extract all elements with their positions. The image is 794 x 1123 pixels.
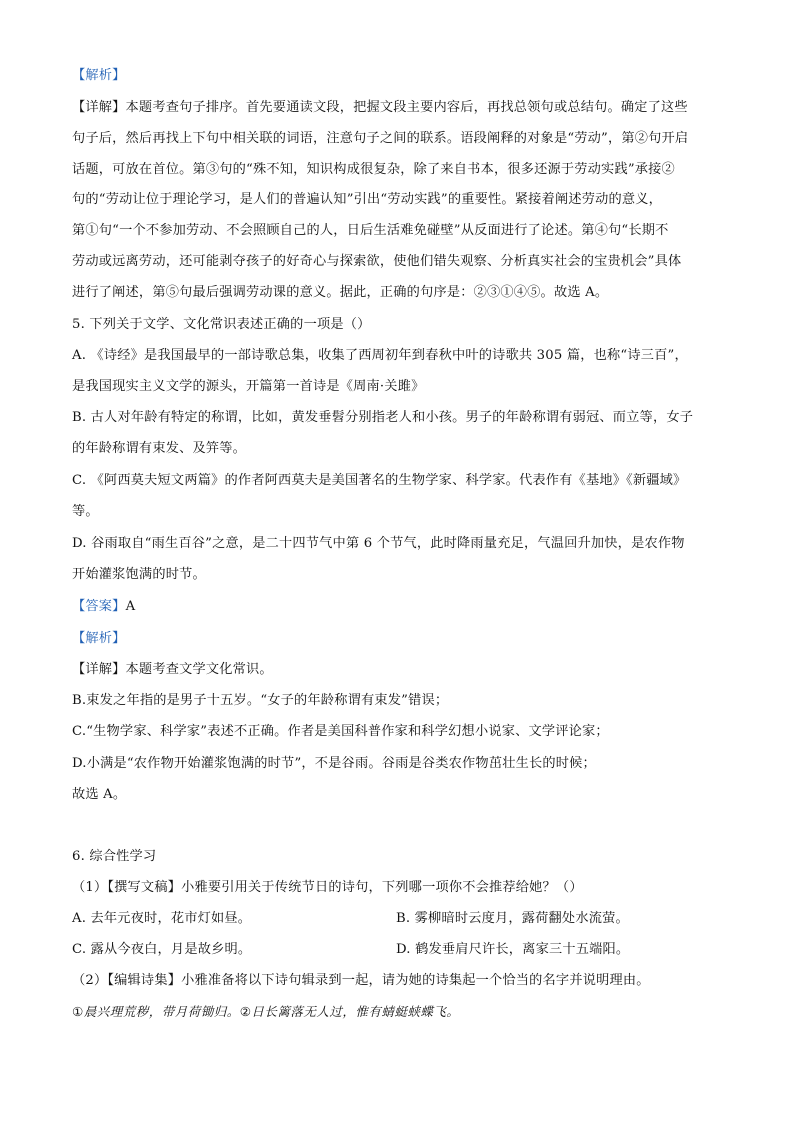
q5-answer — [72, 597, 727, 617]
q6-option-b: B. 雾柳暗时云度月，露荷翻处水流萤。 — [396, 911, 629, 926]
q5-option-line: D. 谷雨取自“雨生百谷”之意，是二十四节气中第 6 个节气，此时降雨量充足，气温回升加快，是农作物 — [72, 536, 685, 551]
q5-detail-line: 故选 A。 — [72, 787, 127, 802]
q5-detail-line: C.“生物学家、科学家”表述不正确。作者是美国科普作家和科学幻想小说家、文学评论家； — [72, 724, 609, 739]
q5-option-line: 的年龄称谓有束发、及笄等。 — [72, 441, 247, 456]
q4-detail-line: 【详解】本题考查句子排序。首先要通读文段，把握文段主要内容后，再找总领句或总结句。确定了这些 — [72, 100, 688, 115]
q6-title: 6. 综合性学习 — [72, 849, 157, 864]
q6-option-a: A. 去年元夜时，花市灯如昼。 — [72, 911, 252, 926]
q5-detail-line: D.小满是“农作物开始灌浆饱满的时节”，不是谷雨。谷雨是谷类农作物茁壮生长的时候； — [72, 756, 596, 771]
q5-option-line: 开始灌浆饱满的时节。 — [72, 567, 206, 582]
q5-detail-line: B.束发之年指的是男子十五岁。“女子的年龄称谓有束发”错误； — [72, 693, 449, 708]
q4-detail-line: 句的“劳动让位于理论学习，是人们的普遍认知”引出“劳动实践”的重要性。紧接着阐述劳动的意义， — [72, 192, 663, 207]
q6-option-d: D. 鹤发垂肩尺许长，离家三十五端阳。 — [396, 942, 630, 957]
q6-sub1: （1）【撰写文稿】小雅要引用关于传统节日的诗句，下列哪一项你不会推荐给她？（） — [72, 880, 583, 895]
q5-answer-tag: 【答案】 — [72, 599, 126, 614]
q5-option-line: 等。 — [72, 504, 99, 519]
q6-sub2: （2）【编辑诗集】小雅准备将以下诗句辑录到一起，请为她的诗集起一个恰当的名字并说明理由。 — [72, 973, 650, 988]
q6-option-c: C. 露从今夜白，月是故乡明。 — [72, 942, 252, 957]
q5-analysis-tag: 【解析】 — [72, 631, 126, 646]
q5-option-line: A. 《诗经》是我国最早的一部诗歌总集，收集了西周初年到春秋中叶的诗歌共 305 篇，也称“诗三百”， — [72, 348, 688, 363]
q5-stem: 5. 下列关于文学、文化常识表述正确的一项是（） — [72, 317, 371, 332]
q4-analysis-tag: 【解析】 — [72, 68, 126, 83]
q5-option-line: B. 古人对年龄有特定的称谓，比如，黄发垂髫分别指老人和小孩。男子的年龄称谓有弱冠、而立等，女子 — [72, 410, 694, 425]
q5-option-line: 是我国现实主义文学的源头，开篇第一首诗是《周南·关雎》 — [72, 379, 425, 394]
q4-detail-line: 第①句“一个不参加劳动、不会照顾自己的人，日后生活难免碰壁”从反面进行了论述。第④句“长期不 — [72, 223, 669, 238]
q4-detail-line: 劳动或远离劳动，还可能剥夺孩子的好奇心与探索欲，使他们错失观察、分析真实社会的宝贵机会”具体 — [72, 254, 682, 269]
q5-detail-line: 【详解】本题考查文学文化常识。 — [72, 662, 273, 677]
q4-detail-line: 句子后，然后再找上下句中相关联的词语，注意句子之间的联系。语段阐释的对象是“劳动”，第②句开启 — [72, 131, 689, 146]
q4-detail-line: 进行了阐述，第⑤句最后强调劳动课的意义。据此，正确的句序是：②③①④⑤。故选 A。 — [72, 285, 609, 300]
q4-detail-line: 话题，可放在首位。第③句的“殊不知，知识构成很复杂，除了来自书本，很多还源于劳动实践”承接② — [72, 162, 675, 177]
q5-answer-value: A — [125, 599, 136, 614]
q6-poem-line: ①晨兴理荒秽，带月荷锄归。②日长篱落无人过，惟有蜻蜓蛱蝶飞。 — [72, 1004, 460, 1019]
q5-option-line: C. 《阿西莫夫短文两篇》的作者阿西莫夫是美国著名的生物学家、科学家。代表作有《基地》《新疆域》 — [72, 473, 687, 488]
